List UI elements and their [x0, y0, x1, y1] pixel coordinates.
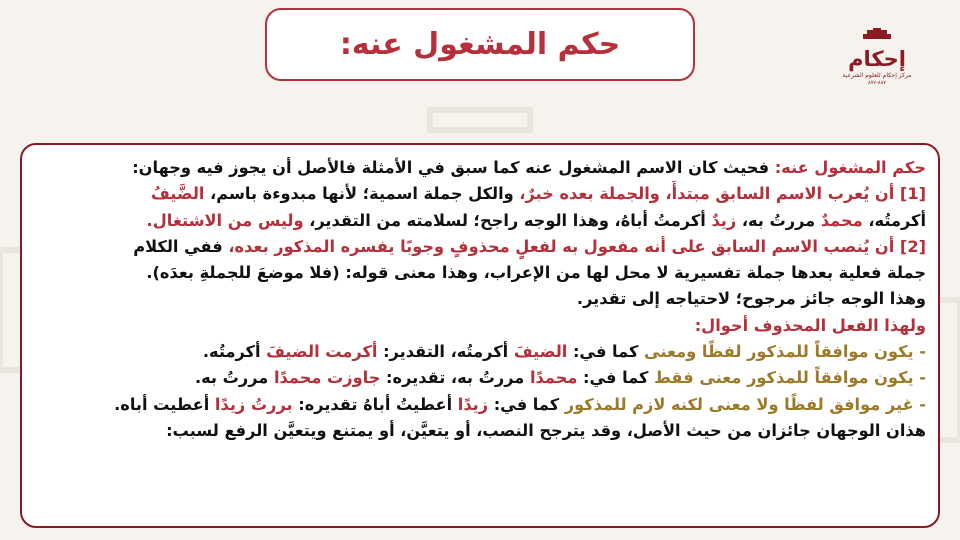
line-2: [34, 181, 926, 207]
subheading: ولهذا الفعل المحذوف أحوال:: [694, 315, 926, 335]
line-3: [34, 208, 926, 234]
text: أعطيت أباه.: [114, 394, 215, 414]
line-1: [34, 155, 926, 181]
text: مررتُ به،: [736, 210, 821, 230]
line-6: [34, 286, 926, 312]
text: أكرمتُه.: [202, 342, 267, 362]
text: جملة فعلية بعدها جملة تفسيرية لا محل لها من الإعراب، وهذا معنى قوله: (فلا موضعَ للجملةِ بعدَه).: [146, 263, 926, 283]
text: مررتُ به.: [194, 368, 274, 388]
example-word: جاوزت محمدًا: [273, 368, 381, 388]
text: كما في:: [577, 368, 655, 388]
example-word: محمدًا: [529, 368, 578, 388]
line-8: [34, 339, 926, 365]
text: أعطيتُ أباهُ تقديره:: [292, 394, 458, 414]
example-word: الضَّيفُ: [151, 184, 205, 204]
line-9: [34, 365, 926, 391]
page-title: حكم المشغول عنه:: [339, 27, 621, 62]
logo-number: ٨٨٧-٨٧٧: [868, 80, 886, 86]
case-label: - غير موافق لفظًا ولا معنى لكنه لازم للمذكور: [564, 394, 926, 414]
title-box: [265, 8, 695, 81]
text: أكرمتُه، التقدير:: [377, 342, 514, 362]
text: كما في:: [567, 342, 645, 362]
text: والكل جملة اسمية؛ لأنها مبدوءة باسم،: [204, 184, 520, 204]
example-word: زيدًا: [457, 394, 489, 414]
example-word: الضيفَ: [513, 342, 568, 362]
text: هذان الوجهان جائزان من حيث الأصل، وقد يترجح النصب، أو يتعيَّن، أو يمتنع ويتعيَّن الرفع لسبب:: [166, 420, 926, 440]
line-4: [34, 234, 926, 260]
point-2-heading: [2] أن يُنصب الاسم السابق على أنه مفعول به لفعلٍ محذوفٍ وجوبًا يفسره المذكور بعده،: [228, 236, 926, 256]
point-1-heading: [1] أن يُعرب الاسم السابق مبتدأً، والجملة بعده خبرٌ،: [519, 184, 926, 204]
section-heading: حكم المشغول عنه:: [774, 158, 926, 177]
logo-name: إحكام: [848, 47, 906, 71]
logo: [842, 28, 912, 92]
note-text: وليس من الاشتغال.: [146, 210, 304, 230]
text: فحيث كان الاسم المشغول عنه كما سبق في الأمثلة فالأصل أن يجوز فيه وجهان:: [132, 158, 775, 177]
line-10: [34, 392, 926, 418]
example-word: بررتُ زيدًا: [214, 394, 293, 414]
text: أكرمتُ أباهُ، وهذا الوجه راجح؛ لسلامته من التقدير،: [303, 210, 712, 230]
example-word: أكرمت الضيفَ: [266, 342, 378, 362]
example-word: محمدٌ: [820, 210, 863, 230]
text: مررتُ به، تقديره:: [380, 368, 530, 388]
line-11: [34, 418, 926, 444]
text: وهذا الوجه جائز مرجوح؛ لاحتياجه إلى تقدير.: [576, 289, 926, 309]
text: ففي الكلام: [133, 236, 229, 256]
content-box: [20, 143, 940, 528]
text: كما في:: [488, 394, 565, 414]
logo-subtitle: مركز إحكام للعلوم الشرعية: [842, 72, 912, 79]
logo-emblem-icon: [862, 28, 892, 40]
line-7: [34, 313, 926, 339]
case-label: - يكون موافقاً للمذكور معنى فقط: [654, 368, 926, 388]
text: أكرمتُه،: [862, 210, 926, 230]
line-5: [34, 260, 926, 286]
case-label: - يكون موافقاً للمذكور لفظًا ومعنى: [644, 342, 926, 362]
example-word: زيدٌ: [711, 210, 737, 230]
